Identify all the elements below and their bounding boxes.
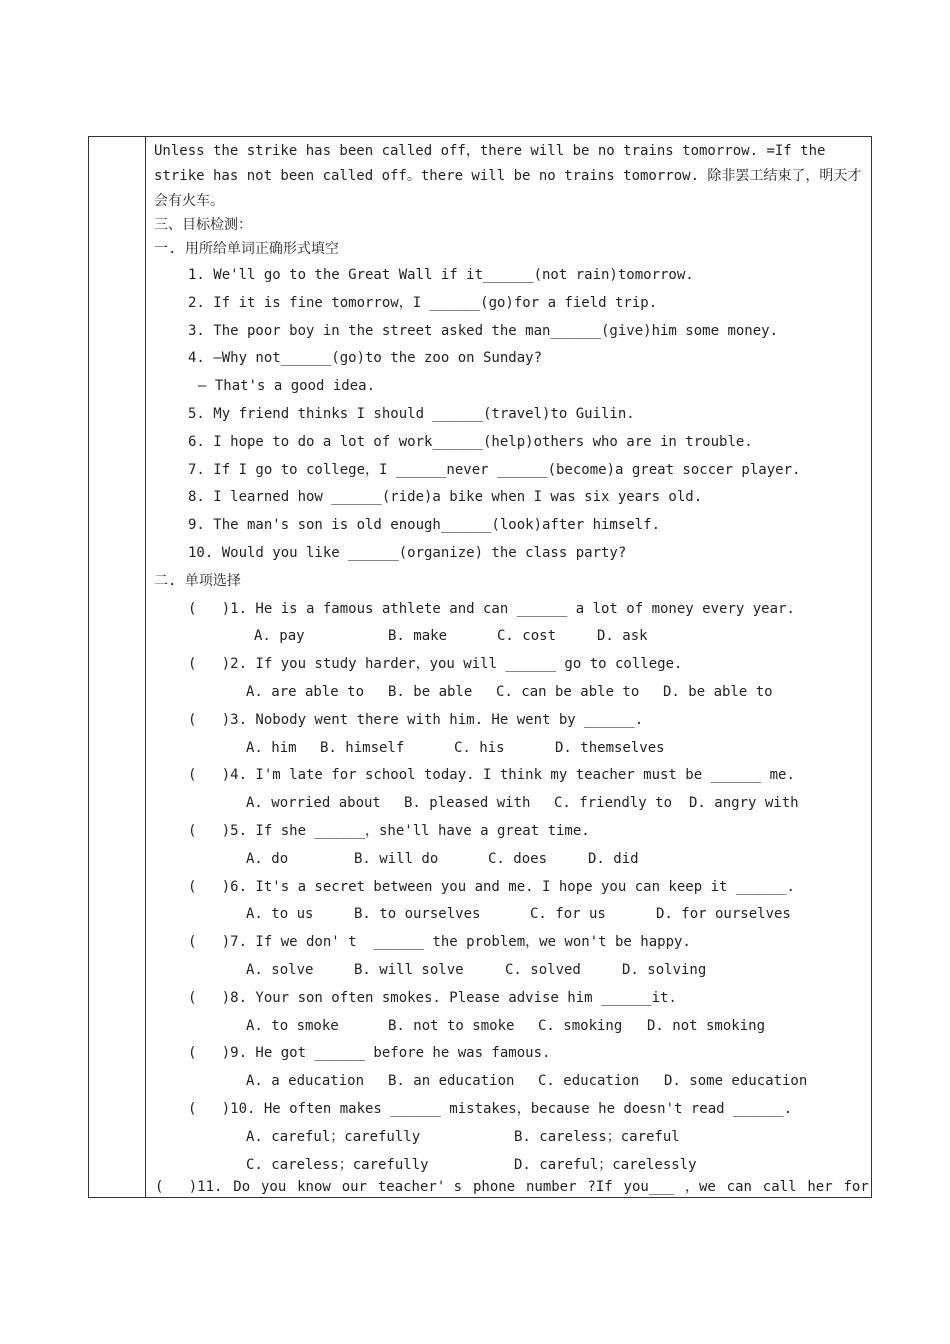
question-11-word: call xyxy=(762,1179,797,1195)
option[interactable]: A. are able to xyxy=(246,683,365,700)
options-row xyxy=(154,1068,866,1096)
option[interactable]: A. a education xyxy=(246,1073,365,1090)
left-column-cell xyxy=(89,137,146,1197)
options-row xyxy=(154,846,866,874)
fill-in-item: 6. I hope to do a lot of work______(help)others who are in trouble. xyxy=(188,433,753,450)
option[interactable]: B. will do xyxy=(354,850,439,867)
option[interactable]: B. careless；careful xyxy=(514,1128,680,1145)
question-11-word: you___ xyxy=(623,1179,675,1195)
question-11-word: know xyxy=(297,1179,331,1195)
question-11-word: ，we xyxy=(684,1179,716,1195)
option[interactable]: C. does xyxy=(488,850,548,867)
option[interactable]: C. his xyxy=(454,739,505,756)
section-title: 三、目标检测： xyxy=(154,217,252,233)
option[interactable]: C. for us xyxy=(530,906,606,923)
option[interactable]: B. not to smoke xyxy=(388,1017,515,1034)
question-11-word: can xyxy=(726,1179,752,1195)
question-11-word: ( )11. xyxy=(155,1179,223,1195)
question-11-word: Do xyxy=(233,1179,251,1195)
option[interactable]: B. pleased with xyxy=(404,795,531,812)
option[interactable]: A. worried about xyxy=(246,795,381,812)
question-stem: ( )10. He often makes ______ mistakes，because he doesn't read ______. xyxy=(188,1100,793,1117)
option[interactable]: A. him xyxy=(246,739,297,756)
question-stem: ( )7. If we don' t ______ the problem，we won't be happy. xyxy=(188,934,691,951)
fill-in-item: 8. I learned how ______(ride)a bike when I was six years old. xyxy=(188,489,703,506)
question-stem: ( )1. He is a famous athlete and can ______ a lot of money every year. xyxy=(188,600,795,617)
option[interactable]: B. will solve xyxy=(354,961,464,978)
option[interactable]: C. friendly to xyxy=(554,795,673,812)
options-row xyxy=(154,1013,866,1041)
option[interactable]: D. not smoking xyxy=(647,1017,766,1034)
part2-title: 二. 单项选择 xyxy=(154,572,241,589)
part1-title: 一. 用所给单词正确形式填空 xyxy=(154,241,339,257)
options-row xyxy=(154,623,866,651)
options-row xyxy=(154,790,866,818)
question-stem: ( )6. It's a secret between you and me. I hope you can keep it ______. xyxy=(188,878,795,895)
option[interactable]: A. to smoke xyxy=(246,1017,339,1034)
fill-in-item: 9. The man's son is old enough______(look)after himself. xyxy=(188,517,661,534)
option[interactable]: A. to us xyxy=(246,906,314,923)
option[interactable]: D. solving xyxy=(622,961,707,978)
question-11-word: ?If xyxy=(587,1179,613,1195)
fill-in-item: 3. The poor boy in the street asked the man______(give)him some money. xyxy=(188,322,779,339)
question-11-word: phone xyxy=(472,1179,516,1195)
option[interactable]: C. cost xyxy=(497,628,557,645)
option[interactable]: D. did xyxy=(588,850,639,867)
option[interactable]: C. education xyxy=(538,1073,640,1090)
options-row xyxy=(154,735,866,763)
option[interactable]: D. some education xyxy=(664,1073,808,1090)
option[interactable]: C. careless；carefully xyxy=(246,1156,429,1173)
fill-in-item: 10. Would you like ______(organize) the class party? xyxy=(188,544,627,561)
option[interactable]: A. careful；carefully xyxy=(246,1128,421,1145)
option[interactable]: D. careful；carelessly xyxy=(514,1156,697,1173)
question-stem: ( )9. He got ______ before he was famous. xyxy=(188,1045,551,1062)
content-cell xyxy=(154,139,866,1179)
fill-in-item: 2. If it is fine tomorrow，I ______(go)for a field trip. xyxy=(188,294,658,311)
option[interactable]: B. himself xyxy=(320,739,405,756)
option[interactable]: D. ask xyxy=(597,628,648,645)
question-11-line xyxy=(155,1175,869,1199)
option[interactable]: A. pay xyxy=(254,628,305,645)
option[interactable]: C. can be able to xyxy=(496,683,640,700)
multiple-choice-list xyxy=(154,596,866,1180)
intro-paragraph: Unless the strike has been called off，there will be no trains tomorrow. =If the strike has not been called off。there will be no trains tomorrow. 除非罢工结束了，明天才会有火车。 xyxy=(154,143,862,209)
option[interactable]: C. solved xyxy=(505,961,581,978)
fill-in-item: 5. My friend thinks I should ______(travel)to Guilin. xyxy=(188,405,635,422)
fill-in-item: 1. We'll go to the Great Wall if it______(not rain)tomorrow. xyxy=(188,267,694,283)
fill-in-item: 4. —Why not______(go)to the zoo on Sunday? xyxy=(188,350,543,367)
option[interactable]: D. for ourselves xyxy=(656,906,791,923)
fill-in-list xyxy=(154,262,866,568)
question-11-word: you xyxy=(260,1179,287,1195)
options-row xyxy=(154,957,866,985)
option[interactable]: A. do xyxy=(246,850,289,867)
option[interactable]: D. themselves xyxy=(555,739,665,756)
options-row xyxy=(154,901,866,929)
option[interactable]: D. be able to xyxy=(663,683,773,700)
options-row xyxy=(154,1124,866,1152)
question-11-word: her xyxy=(807,1179,833,1195)
question-stem: ( )3. Nobody went there with him. He went by ______. xyxy=(188,711,644,728)
option[interactable]: B. an education xyxy=(388,1073,515,1090)
question-11-word: for xyxy=(843,1179,869,1195)
option[interactable]: C. smoking xyxy=(538,1017,623,1034)
option[interactable]: B. be able xyxy=(388,683,473,700)
question-11-word: teacher' s xyxy=(377,1179,463,1195)
question-stem: ( )4. I'm late for school today. I think my teacher must be ______ me. xyxy=(188,767,795,784)
option[interactable]: B. make xyxy=(388,628,448,645)
fill-in-item: 7. If I go to college，I ______never ______(become)a great soccer player. xyxy=(188,461,801,478)
question-stem: ( )2. If you study harder，you will ______ go to college. xyxy=(188,656,683,673)
options-row xyxy=(154,679,866,707)
fill-in-item: — That's a good idea. xyxy=(198,378,376,395)
question-11-word: number xyxy=(525,1179,577,1195)
question-stem: ( )8. Your son often smokes. Please advise him ______it. xyxy=(188,989,677,1006)
option[interactable]: B. to ourselves xyxy=(354,906,481,923)
option[interactable]: D. angry with xyxy=(689,795,799,812)
question-stem: ( )5. If she ______，she'll have a great time. xyxy=(188,822,590,839)
worksheet-table xyxy=(88,136,872,1198)
option[interactable]: A. solve xyxy=(246,961,314,978)
question-11-word: our xyxy=(341,1179,367,1195)
